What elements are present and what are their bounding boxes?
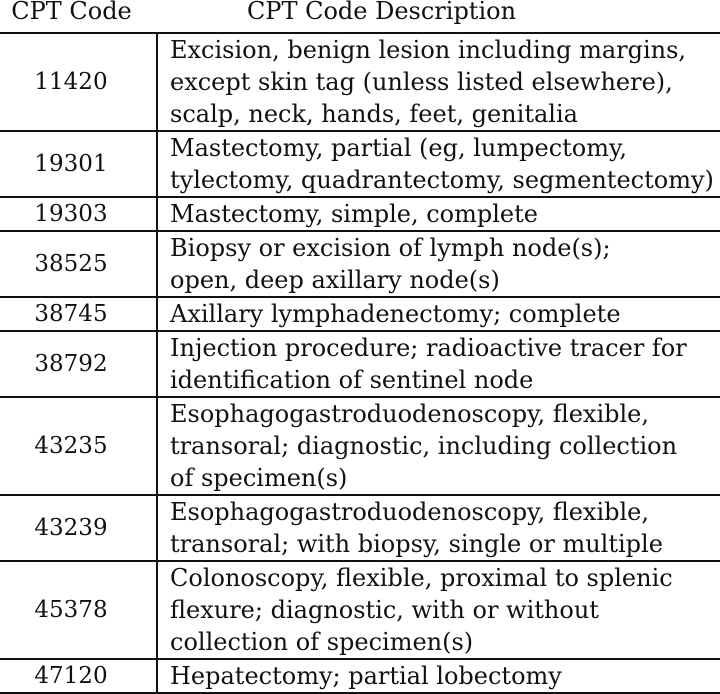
cpt-description-cell: Esophagogastroduodenoscopy, flexible, transoral; diagnostic, including collection of specimen(s) xyxy=(157,397,720,495)
cpt-code-cell: 11420 xyxy=(34,69,108,95)
table-row xyxy=(0,297,720,331)
cpt-description-cell: Biopsy or excision of lymph node(s); open, deep axillary node(s) xyxy=(157,231,720,297)
cpt-code-cell: 38792 xyxy=(34,351,108,377)
cpt-code-cell: 43239 xyxy=(34,515,108,541)
cpt-description-cell: Mastectomy, partial (eg, lumpectomy, tylectomy, quadrantectomy, segmentectomy) xyxy=(157,131,720,197)
cpt-description-cell: Colonoscopy, flexible, proximal to splenic flexure; diagnostic, with or without collection of specimen(s) xyxy=(157,561,720,659)
cpt-description-cell: Excision, benign lesion including margins, except skin tag (unless listed elsewhere), scalp, neck, hands, feet, genitalia xyxy=(157,33,720,131)
header-cpt-code: CPT Code xyxy=(11,0,132,25)
table-row xyxy=(0,331,720,397)
table-row xyxy=(0,397,720,495)
cpt-code-cell: 19301 xyxy=(34,151,108,177)
cpt-code-cell: 45378 xyxy=(34,597,108,623)
cpt-description-cell: Esophagogastroduodenoscopy, flexible, transoral; with biopsy, single or multiple xyxy=(157,495,720,561)
cpt-code-cell: 43235 xyxy=(34,433,108,459)
table-row xyxy=(0,131,720,197)
cpt-description-cell: Hepatectomy; partial lobectomy xyxy=(157,659,720,693)
cpt-description-cell: Axillary lymphadenectomy; complete xyxy=(157,297,720,331)
table-header xyxy=(0,0,720,33)
table-row xyxy=(0,659,720,693)
table-body xyxy=(0,33,720,693)
table-row xyxy=(0,495,720,561)
cpt-description-cell: Mastectomy, simple, complete xyxy=(157,197,720,231)
table-row xyxy=(0,231,720,297)
cpt-description-cell: Injection procedure; radioactive tracer for identification of sentinel node xyxy=(157,331,720,397)
cpt-code-cell: 38745 xyxy=(34,301,108,327)
table-row xyxy=(0,197,720,231)
table-row xyxy=(0,561,720,659)
cpt-code-cell: 19303 xyxy=(34,201,108,227)
header-row xyxy=(0,0,720,33)
table-row xyxy=(0,33,720,131)
header-cpt-description: CPT Code Description xyxy=(246,0,517,25)
cpt-code-cell: 47120 xyxy=(34,663,108,689)
cpt-code-cell: 38525 xyxy=(34,251,108,277)
